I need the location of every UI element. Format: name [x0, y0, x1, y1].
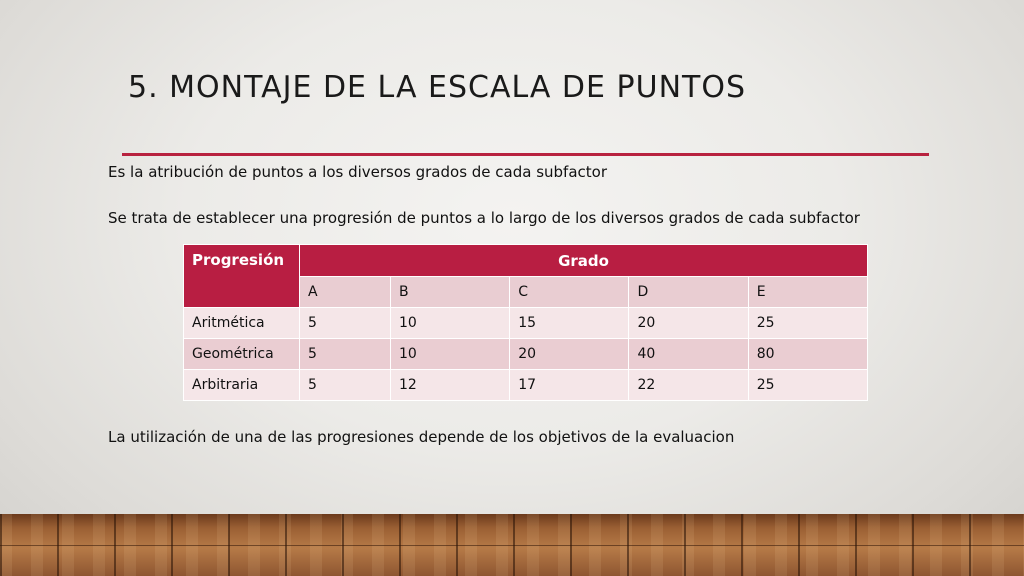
table-cell: 22 [629, 370, 748, 401]
paragraph-conclusion: La utilización de una de las progresiones depende de los objetivos de la evaluacion [108, 428, 735, 446]
table-cell: 25 [748, 308, 867, 339]
table-cell: 40 [629, 339, 748, 370]
grade-letter: E [748, 277, 867, 308]
table-cell: 15 [510, 308, 629, 339]
table-cell: 20 [510, 339, 629, 370]
table-cell: 5 [300, 339, 391, 370]
paragraph-definition: Es la atribución de puntos a los diversos grados de cada subfactor [108, 163, 607, 181]
title-underline [122, 153, 929, 156]
grade-letter: B [391, 277, 510, 308]
table-cell: 12 [391, 370, 510, 401]
table-cell: 10 [391, 339, 510, 370]
header-grado: Grado [300, 245, 868, 277]
table-cell: 5 [300, 308, 391, 339]
table-row [184, 308, 868, 339]
table-cell: 80 [748, 339, 867, 370]
points-scale-table [183, 244, 868, 401]
table-cell: 25 [748, 370, 867, 401]
grade-letter: D [629, 277, 748, 308]
table-row [184, 370, 868, 401]
table-header-row [184, 245, 868, 277]
row-label: Aritmética [184, 308, 300, 339]
table-cell: 10 [391, 308, 510, 339]
table-cell: 17 [510, 370, 629, 401]
table-cell: 20 [629, 308, 748, 339]
floor-plank-seam [0, 545, 1024, 546]
grade-letter: A [300, 277, 391, 308]
slide-title: 5. MONTAJE DE LA ESCALA DE PUNTOS [128, 70, 746, 105]
grade-letter: C [510, 277, 629, 308]
row-label: Geométrica [184, 339, 300, 370]
header-progresion: Progresión [184, 245, 300, 308]
table-cell: 5 [300, 370, 391, 401]
row-label: Arbitraria [184, 370, 300, 401]
table-row [184, 339, 868, 370]
paragraph-progression: Se trata de establecer una progresión de puntos a lo largo de los diversos grados de cada subfactor [108, 209, 860, 227]
